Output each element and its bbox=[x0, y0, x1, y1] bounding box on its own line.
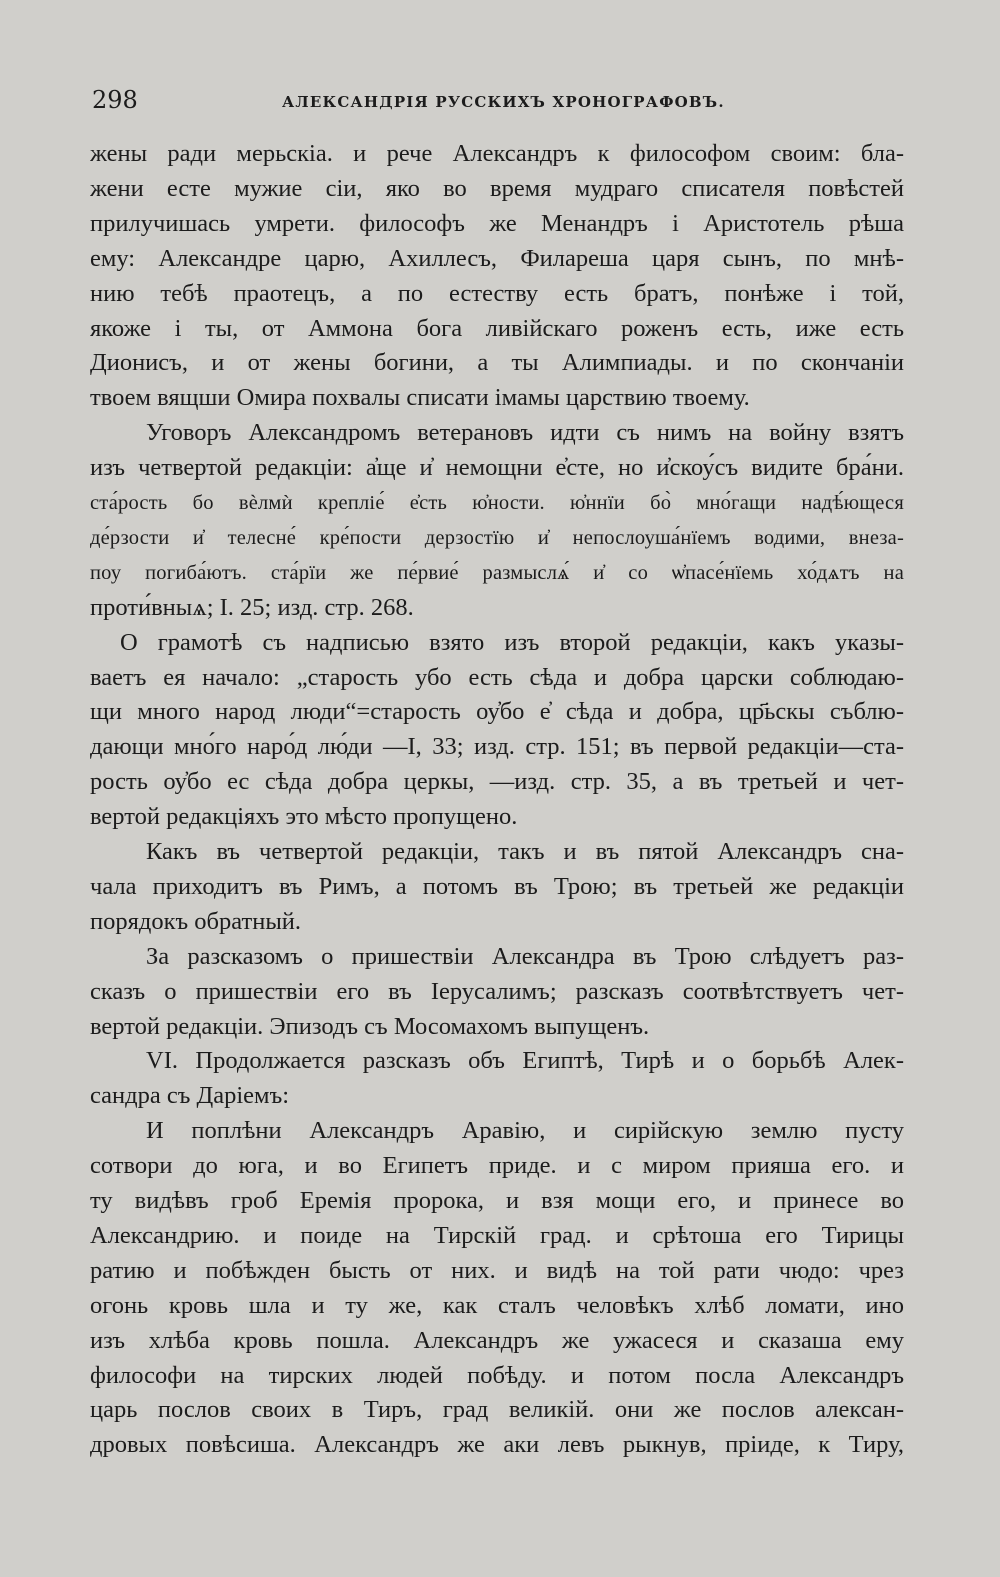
text-line: царь послов своих в Тиръ, град великій. они же послов алексан- bbox=[90, 1396, 904, 1424]
text-line: Уговоръ Александромъ ветерановъ идти съ нимъ на войну взятъ bbox=[146, 419, 904, 447]
text-line: За разсказомъ о пришествіи Александра въ Трою слѣдуетъ раз- bbox=[146, 942, 904, 970]
text-line: сандра съ Даріемъ: bbox=[90, 1082, 290, 1110]
text-line: Александрию. и поиде на Тирскій град. и срѣтоша его Тирицы bbox=[90, 1221, 904, 1249]
text-line: О грамотѣ съ надписью взято изъ второй редакціи, какъ указы- bbox=[120, 628, 904, 656]
text-line: Дионисъ, и от жены богини, а ты Алимпиады. и по скончаніи bbox=[90, 349, 904, 377]
text-line: ваетъ ея начало: „старость убо есть сѣда и добра царски соблюдаю- bbox=[90, 663, 904, 691]
text-line: дровых повѣсиша. Александръ же аки левъ рыкнув, пріиде, к Тиру, bbox=[90, 1431, 904, 1459]
text-line: нию тебѣ праотецъ, а по естеству есть братъ, понѣже і той, bbox=[90, 279, 904, 307]
text-line: жены ради мерьскіа. и рече Александръ к философом своим: бла- bbox=[90, 140, 904, 167]
text-line: проти́вныѧ; I. 25; изд. стр. 268. bbox=[90, 593, 414, 621]
text-line: жени есте мужие сіи, яко во время мудраго списателя повѣстей bbox=[90, 174, 904, 202]
text-line: якоже і ты, от Аммона бога ливійскаго роженъ есть, иже есть bbox=[90, 314, 904, 342]
text-line: И поплѣни Александръ Аравію, и сирійскую землю пусту bbox=[146, 1117, 904, 1145]
text-line: огонь кровь шла и ту же, как сталъ человѣкъ хлѣб ломати, ино bbox=[90, 1291, 904, 1319]
text-line: ту видѣвъ гроб Еремія пророка, и взя мощи его, и принесе во bbox=[90, 1187, 904, 1214]
running-title: АЛЕКСАНДРІЯ РУССКИХЪ ХРОНОГРАФОВЪ. bbox=[282, 93, 725, 111]
text-line: ратию и побѣжден бысть от них. и видѣ на той рати чюдо: чрез bbox=[90, 1256, 904, 1284]
text-line: сотвори до юга, и во Египетъ приде. и с миром прияша его. и bbox=[90, 1152, 904, 1180]
text-line: твоем вящши Омира похвалы списати імамы царствию твоему. bbox=[90, 384, 750, 412]
text-line: щи много народ люди“=старость оу҆бо е҆ сѣда и добра, цр҃ьскы съблю- bbox=[90, 698, 904, 726]
text-line: рость оу҆бо ес сѣда добра церкы, —изд. стр. 35, а въ третьей и чет- bbox=[90, 768, 904, 796]
text-line: ему: Александре царю, Ахиллесъ, Филареша царя сынъ, по мнѣ- bbox=[90, 244, 904, 272]
text-line: порядокъ обратный. bbox=[90, 907, 302, 935]
text-line: ста́рость бо вѐлмѝ крепліе́ е҆сть ю҆ности. ю҆ннїи бо̀ мно́гащи надѣ́ющеся bbox=[90, 492, 904, 514]
text-line: вертой редакціи. Эпизодъ съ Мосомахомъ выпущенъ. bbox=[90, 1012, 650, 1040]
text-line: прилучишась умрети. философъ же Менандръ і Аристотель рѣша bbox=[90, 209, 904, 237]
text-line: философи на тирских людей побѣду. и потом посла Александръ bbox=[90, 1361, 904, 1389]
text-line: дающи мно́го наро́д лю́ди —I, 33; изд. стр. 151; въ первой редакціи—ста- bbox=[90, 733, 904, 761]
text-line: де́рзости и҆ телесне́ кре́пости дерзостїю и҆ непослоуша́нїемъ водими, внеза- bbox=[90, 526, 904, 549]
page-header bbox=[92, 82, 904, 118]
text-line: чала приходитъ въ Римъ, а потомъ въ Трою; въ третьей же редакціи bbox=[90, 872, 904, 900]
page-number: 298 bbox=[92, 86, 138, 114]
text-line: вертой редакціяхъ это мѣсто пропущено. bbox=[90, 803, 518, 831]
text-line: поу погиба́ютъ. ста́рїи же пе́рвие́ размыслѧ́ и҆ со ѡ҆пасе́нїемь хо́дѧтъ на bbox=[90, 561, 904, 584]
text-line: Какъ въ четвертой редакціи, такъ и въ пятой Александръ сна- bbox=[146, 838, 904, 865]
text-line: изъ хлѣба кровь пошла. Александръ же ужасеся и сказаша ему bbox=[90, 1326, 904, 1354]
text-line: сказъ о пришествіи его въ Іерусалимъ; разсказъ соотвѣтствуетъ чет- bbox=[90, 977, 904, 1005]
text-line: изъ четвертой редакціи: а҆ще и҆ немощни е҆сте, но и҆скоу́съ видите бра́ни. bbox=[90, 454, 904, 482]
text-line: VI. Продолжается разсказъ объ Египтѣ, Тирѣ и о борьбѣ Алек- bbox=[146, 1047, 904, 1075]
